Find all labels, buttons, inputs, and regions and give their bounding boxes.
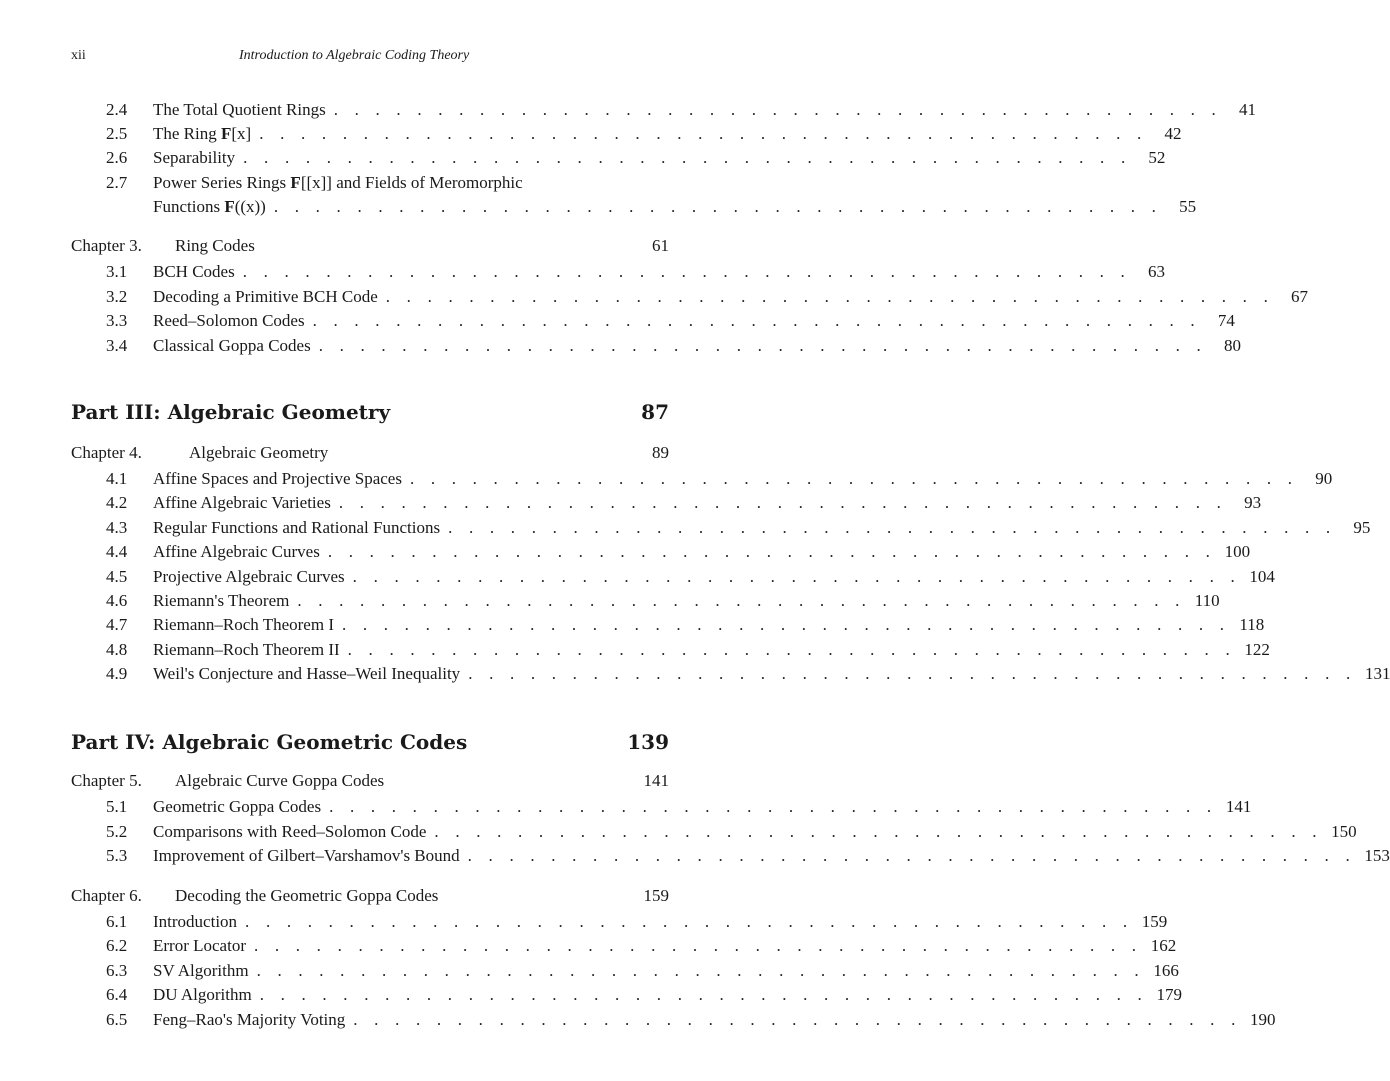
page-number: 190 (1250, 1010, 1276, 1029)
section-number: 5.1 (106, 797, 128, 816)
page-number: 139 (627, 730, 669, 754)
page-number: 42 (1164, 124, 1182, 143)
page-number: 104 (1249, 567, 1275, 586)
toc-entry[interactable] (71, 172, 669, 194)
section-title: Introduction (153, 912, 238, 931)
page-number: 118 (1239, 615, 1265, 634)
dot-leader: . . . . . . . . . . . . . . . . . . . . . . . . . . . . . . . . . . . . . . . . . . . (467, 846, 1356, 865)
book-title: Introduction to Algebraic Coding Theory (239, 48, 470, 63)
toc-entry[interactable] (71, 99, 1256, 121)
section-title: Riemann's Theorem (153, 591, 290, 610)
chapter-entry[interactable] (71, 235, 669, 257)
page-folio: xii (71, 48, 86, 63)
toc-entry[interactable] (71, 566, 1275, 588)
chapter-label: Chapter 4. (71, 443, 142, 462)
section-title: Weil's Conjecture and Hasse–Weil Inequality (153, 664, 461, 683)
section-number: 3.2 (106, 287, 128, 306)
section-number: 4.8 (106, 640, 128, 659)
toc-entry[interactable] (71, 492, 1262, 514)
dot-leader: . . . . . . . . . . . . . . . . . . . . . . . . . . . . . . . . . . . . . . . . . . . (273, 197, 1163, 216)
dot-leader: . . . . . . . . . . . . . . . . . . . . . . . . . . . . . . . . . . . . . . . . . . . (468, 664, 1357, 683)
section-number: 2.6 (106, 148, 128, 167)
chapter-title: Decoding the Geometric Goppa Codes (175, 886, 439, 905)
part-heading[interactable] (71, 727, 669, 757)
page-number: 74 (1217, 311, 1235, 330)
dot-leader: . . . . . . . . . . . . . . . . . . . . . . . . . . . . . . . . . . . . . . . . . . . (256, 961, 1145, 980)
page-number: 87 (641, 400, 669, 424)
dot-leader: . . . . . . . . . . . . . . . . . . . . . . . . . . . . . . . . . . . . . . . . . . . (243, 148, 1132, 167)
chapter-label: Chapter 5. (71, 771, 142, 790)
section-title: Reed–Solomon Codes (153, 311, 305, 330)
toc-entry[interactable] (71, 147, 1166, 169)
toc-entry[interactable] (71, 935, 1177, 957)
section-title: Affine Spaces and Projective Spaces (153, 469, 402, 488)
section-title: SV Algorithm (153, 961, 249, 980)
dot-leader: . . . . . . . . . . . . . . . . . . . . . . . . . . . . . . . . . . . . . . . . . . . (409, 469, 1299, 488)
toc-entry[interactable] (71, 541, 1251, 563)
section-title: Affine Algebraic Curves (153, 542, 320, 561)
section-title: Comparisons with Reed–Solomon Code (153, 822, 427, 841)
bold-symbol: F (290, 173, 301, 192)
page-number: 159 (1141, 912, 1168, 931)
dot-leader: . . . . . . . . . . . . . . . . . . . . . . . . . . . . . . . . . . . . . . . . . . . (353, 1010, 1242, 1029)
section-number: 6.5 (106, 1010, 128, 1029)
dot-leader: . . . . . . . . . . . . . . . . . . . . . . . . . . . . . . . . . . . . . . . . . . . (259, 124, 1148, 143)
toc-entry[interactable] (71, 639, 1270, 661)
page-number: 179 (1156, 985, 1182, 1004)
page-number: 166 (1153, 961, 1179, 980)
page-number: 41 (1238, 100, 1256, 119)
page-number: 122 (1244, 640, 1270, 659)
toc-entry-continuation[interactable] (71, 196, 1197, 218)
page-number: 89 (652, 443, 669, 462)
page-number: 61 (652, 236, 669, 255)
section-title: BCH Codes (153, 262, 235, 281)
page-number: 131 (1364, 664, 1390, 683)
section-number: 4.4 (106, 542, 128, 561)
toc-entry[interactable] (71, 310, 1235, 332)
page-number: 63 (1147, 262, 1165, 281)
section-number: 4.7 (106, 615, 128, 634)
toc-entry[interactable] (71, 984, 1182, 1006)
dot-leader: . . . . . . . . . . . . . . . . . . . . . . . . . . . . . . . . . . . . . . . . . . . (259, 985, 1148, 1004)
dot-leader: . . . . . . . . . . . . . . . . . . . . . . . . . . . . . . . . . . . . . . . . . . . (253, 936, 1143, 955)
chapter-title: Algebraic Curve Goppa Codes (175, 771, 385, 790)
chapter-label: Chapter 3. (71, 236, 142, 255)
page-number: 150 (1331, 822, 1357, 841)
chapter-title: Algebraic Geometry (189, 443, 329, 462)
page-number: 93 (1244, 493, 1262, 512)
section-number: 6.4 (106, 985, 128, 1004)
title-text: Functions (153, 197, 225, 216)
page-number: 52 (1148, 148, 1166, 167)
section-number: 3.4 (106, 336, 128, 355)
section-title-line2 (153, 196, 266, 218)
page-number: 100 (1224, 542, 1251, 561)
toc-entry[interactable] (71, 845, 1390, 867)
page-number: 141 (643, 771, 669, 790)
section-number: 4.5 (106, 567, 128, 586)
toc-entry[interactable] (71, 517, 1371, 539)
toc-entry[interactable] (71, 261, 1165, 283)
page-number: 90 (1315, 469, 1333, 488)
section-number: 2.7 (106, 173, 128, 192)
bold-symbol: F (224, 197, 235, 216)
section-number: 5.2 (106, 822, 128, 841)
toc-entry[interactable] (71, 960, 1179, 982)
part-heading[interactable] (71, 397, 669, 427)
part-title: Part IV: Algebraic Geometric Codes (71, 730, 468, 754)
page-number: 80 (1223, 336, 1241, 355)
dot-leader: . . . . . . . . . . . . . . . . . . . . . . . . . . . . . . . . . . . . . . . . . . . (312, 311, 1201, 330)
chapter-entry[interactable] (71, 770, 669, 792)
section-title: The Total Quotient Rings (153, 100, 326, 119)
section-number: 6.1 (106, 912, 128, 931)
page-number: 162 (1150, 936, 1177, 955)
section-number: 6.2 (106, 936, 128, 955)
section-number: 6.3 (106, 961, 128, 980)
title-text: The Ring (153, 124, 221, 143)
toc-entry[interactable] (71, 1009, 1276, 1031)
dot-leader: . . . . . . . . . . . . . . . . . . . . . . . . . . . . . . . . . . . . . . . . . . . (385, 287, 1275, 306)
toc-entry[interactable] (71, 821, 1357, 843)
chapter-title: Ring Codes (175, 236, 255, 255)
toc-entry[interactable] (71, 335, 1241, 357)
dot-leader: . . . . . . . . . . . . . . . . . . . . . . . . . . . . . . . . . . . . . . . . . . . (329, 797, 1218, 816)
dot-leader: . . . . . . . . . . . . . . . . . . . . . . . . . . . . . . . . . . . . . . . . . . . (347, 640, 1236, 659)
toc-entry[interactable] (71, 663, 1390, 685)
dot-leader: . . . . . . . . . . . . . . . . . . . . . . . . . . . . . . . . . . . . . . . . . . . (434, 822, 1323, 841)
section-title: Projective Algebraic Curves (153, 567, 345, 586)
page-number: 67 (1291, 287, 1309, 306)
page-number: 55 (1179, 197, 1197, 216)
section-title: Riemann–Roch Theorem II (153, 640, 340, 659)
toc-entry[interactable] (71, 911, 1168, 933)
title-text: [[x]] and Fields of Meromorphic (300, 173, 523, 192)
section-title: Feng–Rao's Majority Voting (153, 1010, 346, 1029)
toc-entry[interactable] (71, 468, 1333, 490)
dot-leader: . . . . . . . . . . . . . . . . . . . . . . . . . . . . . . . . . . . . . . . . . . . (333, 100, 1222, 119)
toc-entry[interactable] (71, 796, 1252, 818)
section-number: 5.3 (106, 846, 128, 865)
title-text: Power Series Rings (153, 173, 291, 192)
title-math: [x] (231, 124, 252, 143)
page-number: 153 (1364, 846, 1390, 865)
section-title (153, 123, 251, 145)
part-title: Part III: Algebraic Geometry (71, 400, 391, 424)
section-number: 4.6 (106, 591, 128, 610)
section-title: Improvement of Gilbert–Varshamov's Bound (153, 846, 460, 865)
section-number: 3.3 (106, 311, 128, 330)
section-title: Decoding a Primitive BCH Code (153, 287, 378, 306)
section-number: 4.9 (106, 664, 128, 683)
section-number: 4.1 (106, 469, 128, 488)
page-number: 159 (643, 886, 669, 905)
toc-entry[interactable] (71, 286, 1309, 308)
bold-symbol: F (221, 124, 232, 143)
chapter-entry[interactable] (71, 885, 669, 907)
page-number: 110 (1194, 591, 1220, 610)
title-math: ((x)) (234, 197, 266, 216)
toc-entry[interactable] (71, 123, 1182, 145)
section-title: Riemann–Roch Theorem I (153, 615, 334, 634)
section-title: DU Algorithm (153, 985, 252, 1004)
page-number: 95 (1353, 518, 1371, 537)
section-title: Regular Functions and Rational Functions (153, 518, 441, 537)
chapter-label: Chapter 6. (71, 886, 142, 905)
section-number: 2.5 (106, 124, 128, 143)
running-head (71, 48, 668, 70)
section-title: Geometric Goppa Codes (153, 797, 322, 816)
dot-leader: . . . . . . . . . . . . . . . . . . . . . . . . . . . . . . . . . . . . . . . . . . . (327, 542, 1217, 561)
section-title: Affine Algebraic Varieties (153, 493, 331, 512)
dot-leader: . . . . . . . . . . . . . . . . . . . . . . . . . . . . . . . . . . . . . . . . . . . (318, 336, 1207, 355)
dot-leader: . . . . . . . . . . . . . . . . . . . . . . . . . . . . . . . . . . . . . . . . . . . (242, 262, 1131, 281)
dot-leader: . . . . . . . . . . . . . . . . . . . . . . . . . . . . . . . . . . . . . . . . . . . (341, 615, 1231, 634)
section-number: 4.2 (106, 493, 128, 512)
dot-leader: . . . . . . . . . . . . . . . . . . . . . . . . . . . . . . . . . . . . . . . . . . . (297, 591, 1186, 610)
section-title: Classical Goppa Codes (153, 336, 311, 355)
dot-leader: . . . . . . . . . . . . . . . . . . . . . . . . . . . . . . . . . . . . . . . . . . . (245, 912, 1134, 931)
section-number: 3.1 (106, 262, 128, 281)
toc-entry[interactable] (71, 590, 1220, 612)
dot-leader: . . . . . . . . . . . . . . . . . . . . . . . . . . . . . . . . . . . . . . . . . . . (338, 493, 1228, 512)
chapter-entry[interactable] (71, 442, 669, 464)
toc-entry[interactable] (71, 614, 1265, 636)
section-number: 4.3 (106, 518, 128, 537)
section-number: 2.4 (106, 100, 128, 119)
dot-leader: . . . . . . . . . . . . . . . . . . . . . . . . . . . . . . . . . . . . . . . . . . . (448, 518, 1337, 537)
dot-leader: . . . . . . . . . . . . . . . . . . . . . . . . . . . . . . . . . . . . . . . . . . . (352, 567, 1241, 586)
section-title: Error Locator (153, 936, 246, 955)
section-title-line1 (153, 172, 523, 194)
section-title: Separability (153, 148, 236, 167)
page-number: 141 (1225, 797, 1252, 816)
